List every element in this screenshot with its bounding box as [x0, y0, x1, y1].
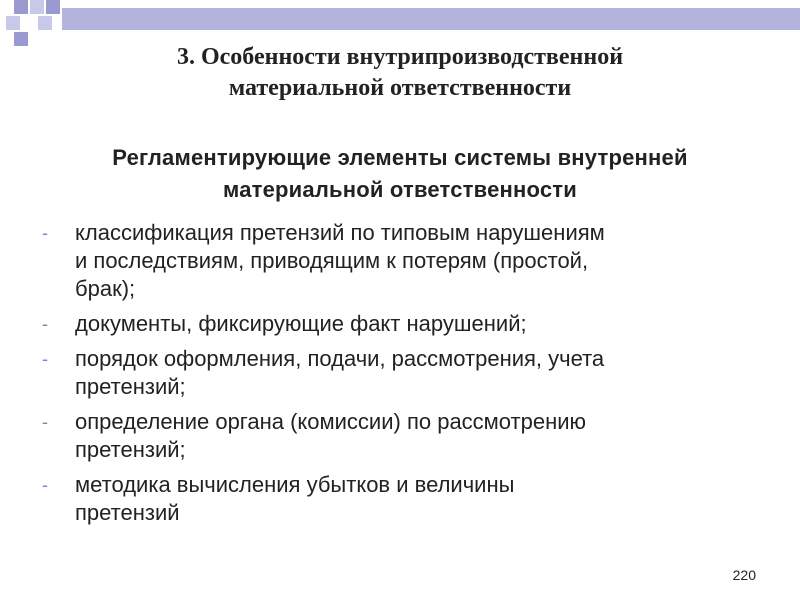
item-line: методика вычисления убытков и величины: [75, 472, 515, 497]
item-line: претензий;: [75, 374, 186, 399]
list-item: [40, 219, 775, 303]
list-item: [40, 345, 775, 401]
decor-square: [38, 16, 52, 30]
item-line: определение органа (комиссии) по рассмотрению: [75, 409, 587, 434]
title-line: 3. Особенности внутрипроизводственной: [176, 44, 624, 70]
heading-line: материальной ответственности: [223, 177, 577, 202]
decor-square: [30, 0, 44, 14]
item-line: документы, фиксирующие факт нарушений;: [75, 311, 527, 336]
dash-bullet-icon: -: [42, 314, 48, 334]
item-line: и последствиям, приводящим к потерям (простой,: [75, 248, 589, 273]
section-heading: [30, 142, 770, 206]
list-item: [40, 408, 775, 464]
header-decoration: [0, 0, 800, 45]
heading-line: Регламентирующие элементы системы внутренней: [112, 145, 688, 170]
list-item: [40, 310, 775, 338]
decor-square: [14, 0, 28, 14]
item-line: брак);: [75, 276, 136, 301]
item-line: порядок оформления, подачи, рассмотрения, учета: [75, 346, 605, 371]
item-line: претензий;: [75, 437, 186, 462]
dash-bullet-icon: -: [42, 349, 48, 369]
title-line: материальной ответственности: [228, 75, 572, 101]
dash-bullet-icon: -: [42, 223, 48, 243]
page-number: 220: [732, 567, 756, 583]
list-item: [40, 471, 775, 527]
header-accent-bar: [62, 8, 800, 30]
decor-square: [46, 0, 60, 14]
item-line: классификация претензий по типовым нарушениям: [75, 220, 605, 245]
dash-bullet-icon: -: [42, 475, 48, 495]
slide-title: [40, 42, 760, 104]
dash-bullet-icon: -: [42, 412, 48, 432]
item-line: претензий: [75, 500, 180, 525]
decor-square: [6, 16, 20, 30]
decor-square: [14, 32, 28, 46]
bullet-list: [40, 219, 775, 534]
